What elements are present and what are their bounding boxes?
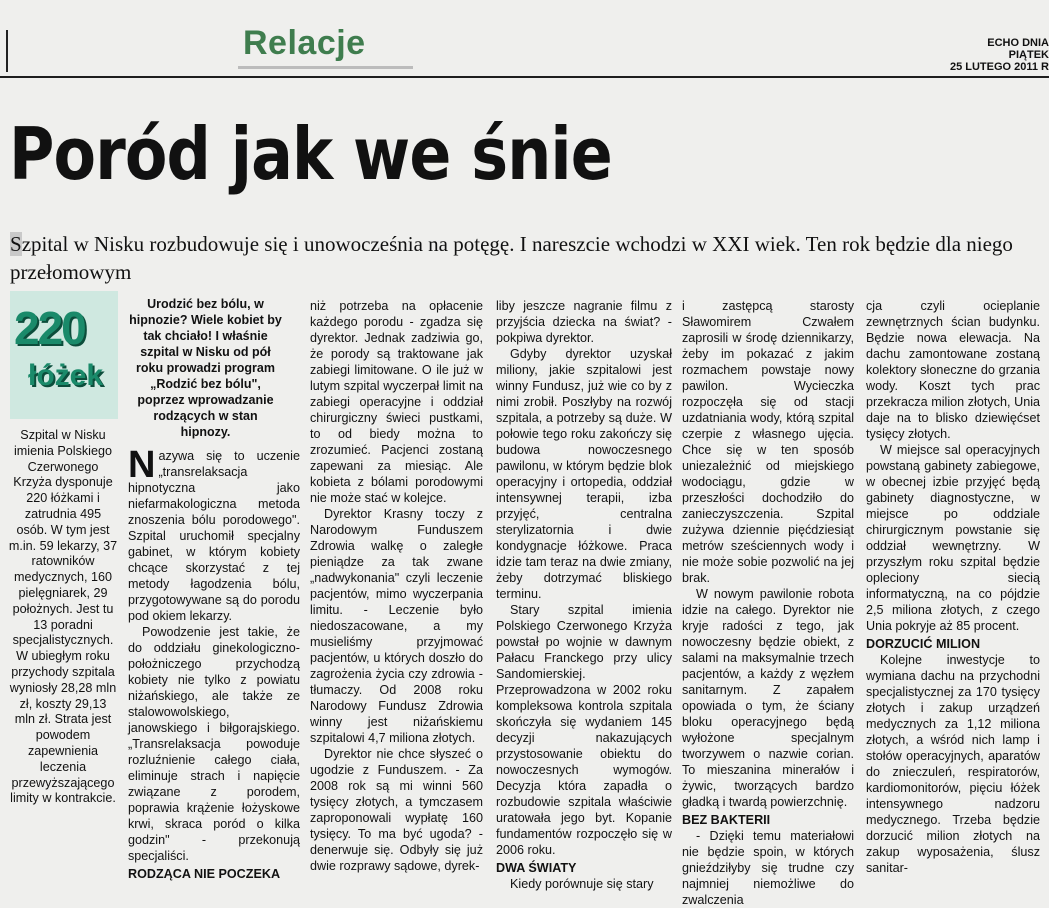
- drop-cap: N: [128, 444, 156, 486]
- column-2: [310, 298, 483, 874]
- col1-first-text: azywa się to uczenie „transrelaksacja hipnotyczna jako niefarmakologiczna metoda znoszenia bólu porodowego". Szpital uruchomił specjalny gabinet, w którym kobiety chcące skorzystać z tej metody łagodzenia bólu, przygotowywane są do porodu pod okiem lekarzy.: [128, 449, 300, 623]
- subheading-1: RODZĄCA NIE POCZEKA: [128, 867, 281, 881]
- col5-paragraph-3: Kolejne inwestycje to wymiana dachu na przychodni specjalistycznej za 170 tysięcy złotych i zakup urządzeń medycznych za 1,12 miliona złotych, a wśród nich lamp i stołów operacyjnych, aparatów do znieczuleń, respiratorów, kardiomonitorów, pięciu łóżek intensywnego nadzoru medycznego. Trzeba będzie dorzucić milion złotych na zakup wyposażenia, ślusz sanitar-: [866, 653, 1040, 875]
- col3-paragraph-3: Stary szpital imienia Polskiego Czerwonego Krzyża powstał po wojnie w dawnym Pałacu Franckego przy ulicy Sandomierskiej. Przeprowadzona w 2002 roku kompleksowa kontrola szpitala skończyła się wydaniem 145 decyzji nakazujących przystosowanie obiektu do nowoczesnych wymogów. Decyzja która zapadła o rozbudowie szpitala właściwie uratowała jego byt. Kopanie fundamentów rozpoczęło się w 2006 roku.: [496, 603, 672, 857]
- header-rule: [0, 76, 1049, 78]
- col2-paragraph-1: niż potrzeba na opłacenie każdego porodu - zgadza się dyrektor. Jednak zadziwia go, że porody są traktowane jak zabiegi limitowane. O ile już w lutym szpital wyczerpał limit na zabiegi operacyjne i oddział chirurgiczny świeci pustkami, to od biedy można to zrozumieć. Pacjenci zostaną zapewani za miesiąc. Ale kobieta z bólami porodowymi nie może stać w kolejce.: [310, 299, 483, 505]
- col3-paragraph-1: liby jeszcze nagranie filmu z przyjścia dziecka na świat? - pokpiwa dyrektor.: [496, 299, 672, 345]
- intro-text: Urodzić bez bólu, w hipnozie? Wiele kobiet by tak chciało! I właśnie szpital w Nisku od pół roku prowadzi program „Rodzić bez bólu", poprzez wprowadzanie rodzących w stan hipnozy.: [129, 297, 282, 439]
- col4-paragraph-3: - Dzięki temu materiałowi nie będzie spoin, w których gnieździłyby się trudne czy najmniej niemożliwe do zwalczenia: [682, 829, 854, 907]
- factbox-graphic: [10, 291, 118, 419]
- col4-paragraph-2: W nowym pawilonie robota idzie na całego. Dyrektor nie kryje radości z tego, jak nowoczesny będzie obiekt, z salami na maksymalnie trzech pacjentów, a każdy z węzłem sanitarnym. Z zapałem opowiada o tym, że ściany bloku operacyjnego będą wyłożone specjalnym tworzywem o nazwie corian. To mieszanina minerałów i żywic, tworzących bardzo gładką i twardą powierzchnię.: [682, 587, 854, 809]
- section-title: Relacje: [243, 24, 366, 62]
- subheading-4: DORZUCIĆ MILION: [866, 637, 981, 651]
- column-3: [496, 298, 672, 892]
- factbox-number: 220: [14, 302, 85, 354]
- headline: Poród jak we śnie: [9, 112, 612, 196]
- masthead: [950, 37, 1049, 73]
- col2-paragraph-2: Dyrektor Krasny toczy z Narodowym Funduszem Zdrowia walkę o zaległe pieniądze za tak zwane „nadwykonania" czyli leczenie pacjentów, mimo wyczerpania limitu. - Leczenie było niedoszacowane, a my musieliśmy przyjmować pacjentów, u których doszło do zagrożenia życia czy zdrowia - tłumaczy. Od 2008 roku Narodowy Fundusz Zdrowia winny jest niżańskiemu szpitalowi 4,7 miliona złotych.: [310, 507, 483, 745]
- issue-date: 25 LUTEGO 2011 R: [949, 61, 1049, 73]
- col3-paragraph-2: Gdyby dyrektor uzyskał miliony, jakie szpitalowi jest winny Fundusz, już wie co by z nimi zrobił. Poszłyby na rozwój szpitala, a potrzeby są duże. W połowie tego roku zakończy się budowa nowoczesnego pawilonu, w którym będzie blok operacyjny i ortopedia, oddział intensywnej terapii, izba przyjęć, centralna sterylizatornia i dwie kondygnacje łóżkowe. Praca idzie tam teraz na dwie zmiany, żeby dotrzymać bliskiego terminu.: [496, 347, 672, 601]
- column-1: [128, 444, 300, 882]
- col1-paragraph: [128, 444, 300, 624]
- col1-paragraph-2: Powodzenie jest takie, że do oddziału ginekologiczno-położniczego przychodzą kobiety nie tylko z powiatu niżańskiego, ale także ze stalowowolskiego, janowskiego i biłgorajskiego. „Transrelaksacja powoduje rozluźnienie całego ciała, eliminuje strach i napięcie związane z porodem, poprawia krążenie łożyskowe krwi, skraca poród o kilka godzin" - przekonują specjaliści.: [128, 625, 300, 863]
- column-5: [866, 298, 1040, 876]
- page-edge-rule: [6, 30, 8, 72]
- col5-paragraph-1: cja czyli ocieplanie zewnętrznych ścian budynku. Będzie nowa elewacja. Na dachu zamontowane zostaną kolektory słoneczne do grzania wody. Koszt tych prac przekracza milion złotych, Unia daje na to blisko dziewięćset tysięcy złotych.: [866, 299, 1040, 441]
- col4-paragraph-1: i zastępcą starosty Sławomirem Czwałem zaprosili w środę dziennikarzy, żeby im pokazać z jakim rozmachem powstaje nowy pawilon. Wycieczka rozpoczęła się od stacji uzdatniania wody, którą szpital czerpie z własnego ujęcia. Chce się w ten sposób uniezależnić od miejskiego wodociągu, gdzie w przeszłości dochodziło do zanieczyszczenia. Szpital zużywa dziennie pięćdziesiąt metrów sześciennych wody i nie może sobie pozwolić na jej brak.: [682, 299, 854, 585]
- lead-text: zpital w Nisku rozbudowuje się i unowocześnia na potęgę. I nareszcie wchodzi w XXI wiek. Ten rok będzie dla niego przełomowym: [10, 232, 1013, 284]
- col5-paragraph-2: W miejsce sal operacyjnych powstaną gabinety zabiegowe, w obecnej izbie przyjęć będą gabinety diagnostyczne, w miejsce po oddziale chirurgicznym powstanie się oddział wewnętrzny. W przyszłym roku szpital będzie opleciony siecią informatyczną, na co pójdzie 2,5 miliona złotych, z czego Unia pokryje aż 85 procent.: [866, 443, 1040, 633]
- lead-paragraph: [10, 230, 1049, 286]
- factbox-text: Szpital w Nisku imienia Polskiego Czerwonego Krzyża dysponuje 220 łóżkami i zatrudnia 495 osób. W tym jest m.in. 59 lekarzy, 37 ratowników medycznych, 160 pielęgniarek, 29 położnych. Jest tu 13 poradni specjalistycznych. W ubiegłym roku przychody szpitala wyniosły 28,28 mln zł, koszty 29,13 mln zł. Strata jest powodem zapewnienia leczenia przewyższającego limity w kontrakcie.: [8, 428, 118, 806]
- section-underline: [238, 66, 413, 69]
- paper-name: ECHO DNIA: [987, 37, 1049, 49]
- subheading-2: DWA ŚWIATY: [496, 861, 577, 875]
- col2-paragraph-3: Dyrektor nie chce słyszeć o ugodzie z Funduszem. - Za 2008 rok są mi winni 560 tysięcy złotych, a tymczasem zaproponowali wypłatę 160 tysięcy. To ma być ugoda? - denerwuje się. Odbyły się już dwie rozprawy sądowe, dyrek-: [310, 747, 483, 873]
- factbox-unit: łóżek: [28, 359, 104, 392]
- weekday: PIĄTEK: [1008, 49, 1049, 61]
- lead-first-letter: S: [10, 232, 22, 256]
- subheading-3: BEZ BAKTERII: [682, 813, 771, 827]
- column-4: [682, 298, 854, 908]
- col3-paragraph-4: Kiedy porównuje się stary: [510, 877, 654, 891]
